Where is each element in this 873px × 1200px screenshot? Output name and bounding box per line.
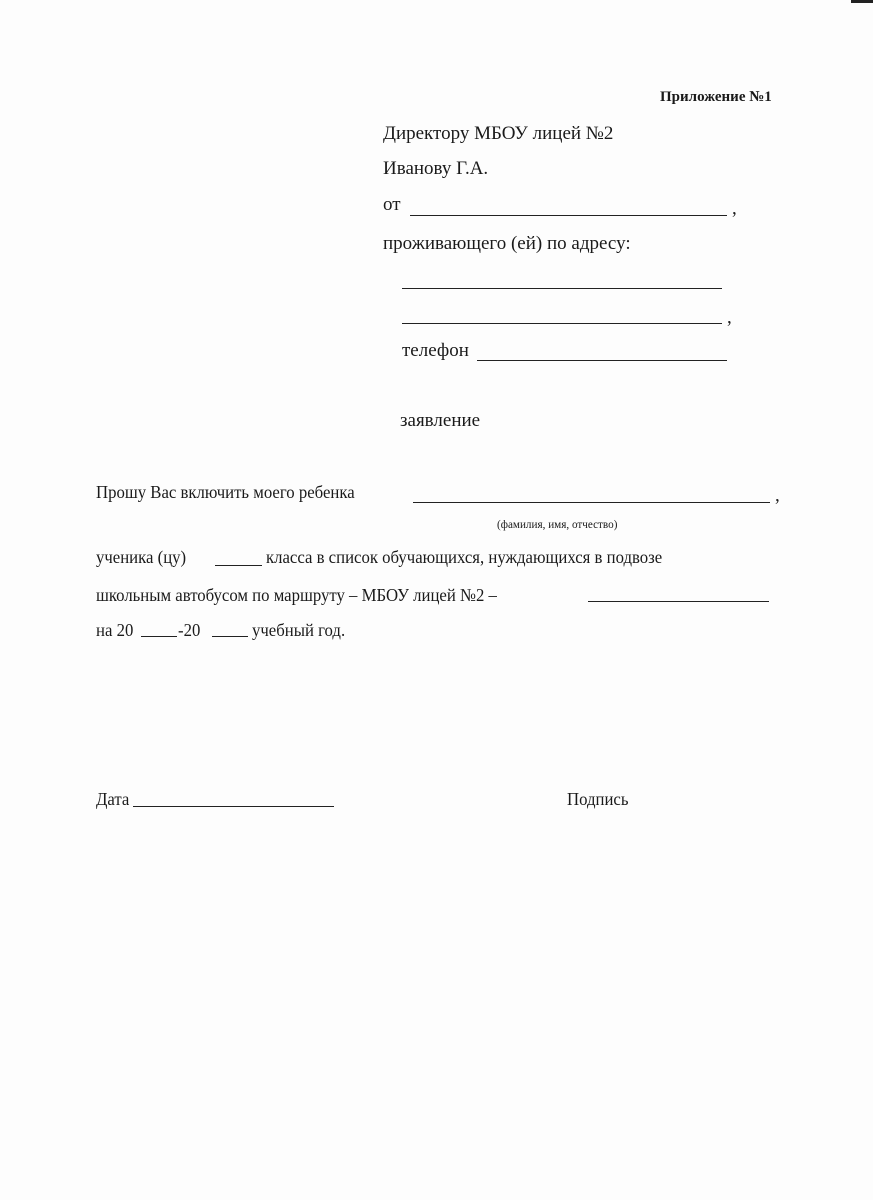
appendix-label: Приложение №1 <box>660 89 772 105</box>
year-mid: -20 <box>178 620 201 640</box>
signature-label: Подпись <box>567 789 629 809</box>
student-suffix: класса в список обучающихся, нуждающихся в подвозе <box>266 547 663 567</box>
child-name-field[interactable] <box>413 502 770 503</box>
year-prefix: на 20 <box>96 620 134 640</box>
class-field[interactable] <box>215 565 262 566</box>
student-prefix: ученика (цу) <box>96 547 187 567</box>
addressee-line2: Иванову Г.А. <box>383 158 489 179</box>
date-field[interactable] <box>133 806 334 807</box>
year-start-field[interactable] <box>141 636 177 637</box>
name-hint: (фамилия, имя, отчество) <box>497 517 618 531</box>
from-label: от <box>383 194 401 215</box>
comma: , <box>727 307 732 328</box>
scan-edge-mark <box>851 0 873 3</box>
address-field-1[interactable] <box>402 288 722 289</box>
addressee-line1: Директору МБОУ лицей №2 <box>383 123 614 144</box>
request-text: Прошу Вас включить моего ребенка <box>96 482 355 502</box>
year-end-field[interactable] <box>212 636 248 637</box>
comma: , <box>732 198 737 219</box>
phone-field[interactable] <box>477 360 727 361</box>
comma: , <box>775 485 780 506</box>
route-field[interactable] <box>588 601 769 602</box>
document-title: заявление <box>400 410 481 431</box>
residing-label: проживающего (ей) по адресу: <box>383 233 631 254</box>
from-field[interactable] <box>410 215 727 216</box>
address-field-2[interactable] <box>402 323 722 324</box>
date-label: Дата <box>96 789 130 809</box>
year-suffix: учебный год. <box>252 620 346 640</box>
route-text: школьным автобусом по маршруту – МБОУ лицей №2 – <box>96 585 497 605</box>
phone-label: телефон <box>402 340 469 361</box>
